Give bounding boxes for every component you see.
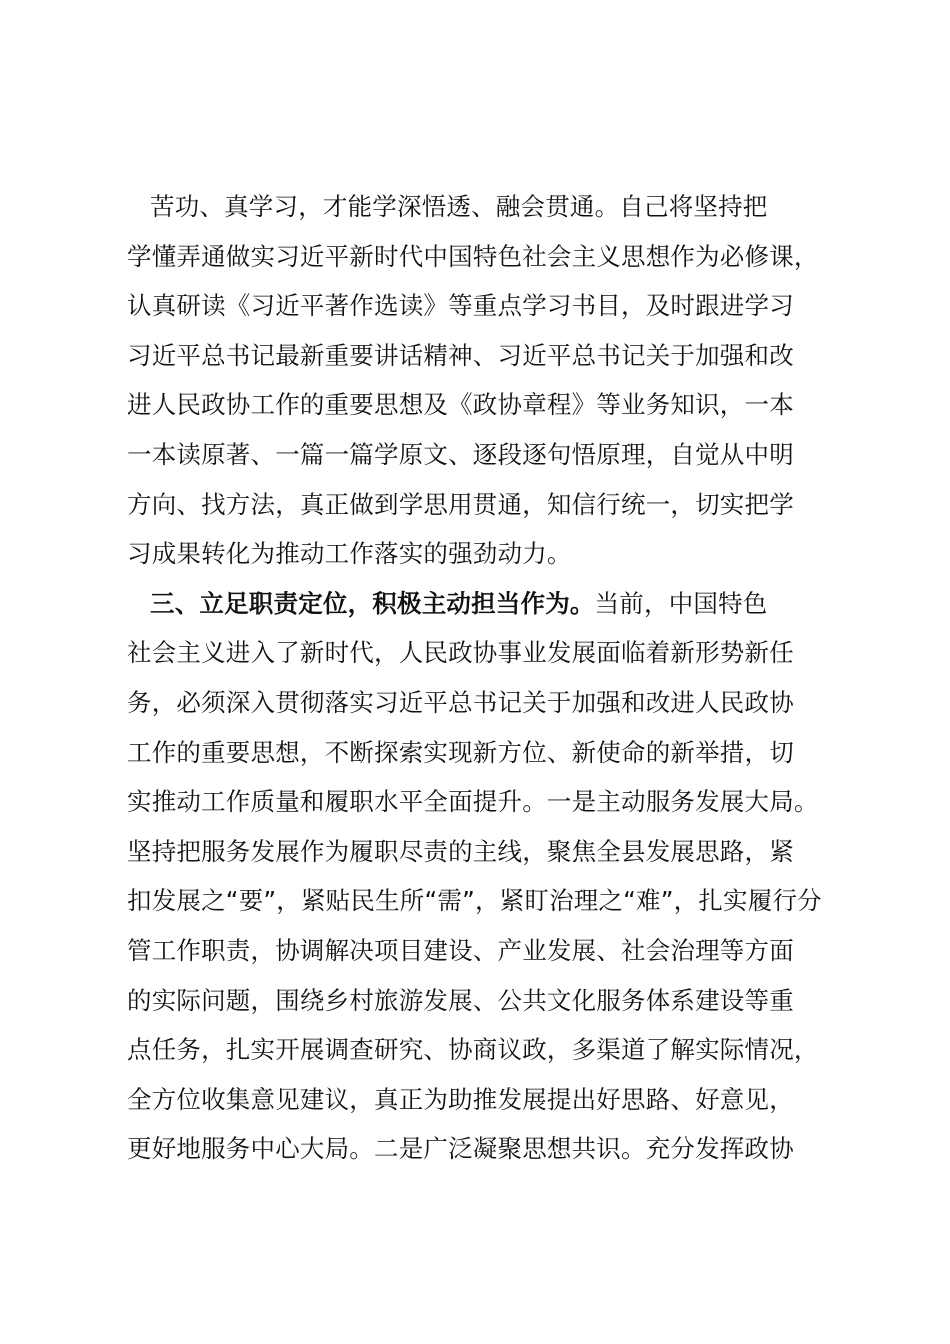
text-line: 苦功、真学习，才能学深悟透、融会贯通。自己将坚持把 [150, 192, 768, 221]
text-line: 坚持把服务发展作为履职尽责的主线，聚焦全县发展思路，紧 [127, 836, 794, 866]
section-heading: 三、立足职责定位，积极主动担当作为。 [150, 588, 595, 618]
text-line: 全方位收集意见建议，真正为助推发展提出好思路、好意见， [127, 1084, 794, 1114]
text-line: 管工作职责，协调解决项目建设、产业发展、社会治理等方面 [127, 935, 794, 965]
text-line: 点任务，扎实开展调查研究、协商议政，多渠道了解实际情况， [127, 1035, 819, 1065]
text-line: 习近平总书记最新重要讲话精神、习近平总书记关于加强和改 [127, 340, 794, 370]
text-line: 一本读原著、一篇一篇学原文、逐段逐句悟原理，自觉从中明 [127, 439, 794, 469]
text-line: 学懂弄通做实习近平新时代中国特色社会主义思想作为必修课， [127, 241, 819, 271]
document-body [127, 182, 853, 1174]
text-line: 更好地服务中心大局。二是广泛凝聚思想共识。充分发挥政协 [127, 1134, 794, 1164]
text-line: 认真研读《习近平著作选读》等重点学习书目，及时跟进学习 [127, 291, 794, 321]
text-line: 进人民政协工作的重要思想及《政协章程》等业务知识，一本 [127, 390, 794, 420]
text-line: 务，必须深入贯彻落实习近平总书记关于加强和改进人民政协 [127, 687, 794, 717]
text-line: 的实际问题，围绕乡村旅游发展、公共文化服务体系建设等重 [127, 985, 794, 1015]
heading-line-rest: 当前，中国特色 [594, 588, 768, 618]
text-line: 社会主义进入了新时代，人民政协事业发展面临着新形势新任 [127, 638, 794, 668]
text-line: 扣发展之“要”，紧贴民生所“需”，紧盯治理之“难”，扎实履行分 [127, 886, 822, 916]
text-line: 实推动工作质量和履职水平全面提升。一是主动服务发展大局。 [127, 787, 819, 817]
text-line: 工作的重要思想，不断探索实现新方位、新使命的新举措，切 [127, 737, 794, 767]
text-line: 方向、找方法，真正做到学思用贯通，知信行统一，切实把学 [127, 489, 794, 519]
paragraph-study [127, 182, 853, 579]
heading-line [127, 579, 853, 629]
text-line: 习成果转化为推动工作落实的强劲动力。 [127, 539, 572, 569]
paragraph-duty [127, 579, 853, 1174]
